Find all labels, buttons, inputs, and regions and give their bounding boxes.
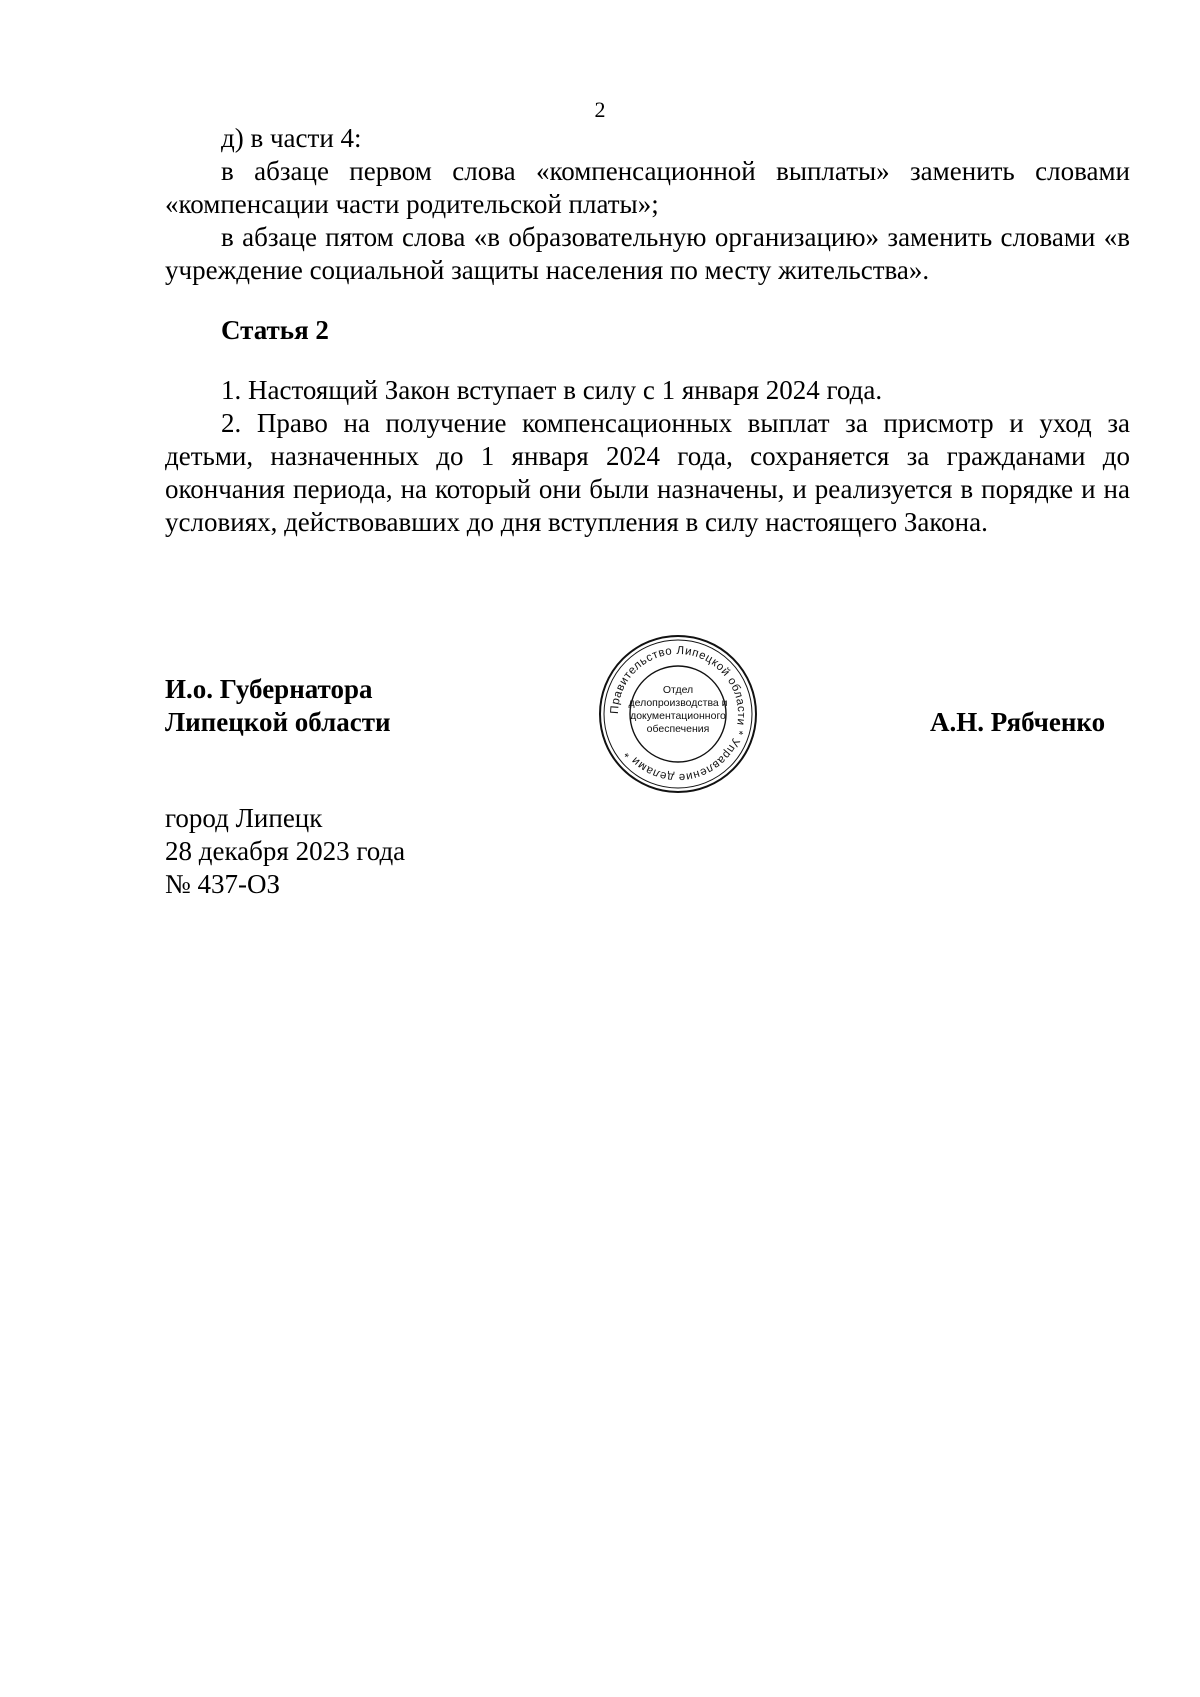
seal-center-line-1: Отдел bbox=[662, 684, 694, 696]
seal-center-line-4: обеспечения bbox=[646, 723, 710, 735]
amendment-item-d: д) в части 4: bbox=[221, 123, 362, 153]
seal-center-line-3: документационного bbox=[630, 710, 726, 722]
signatory-name: А.Н. Рябченко bbox=[930, 707, 1106, 737]
signatory-position bbox=[165, 673, 391, 739]
official-seal bbox=[597, 633, 759, 795]
article-2-title: Статья 2 bbox=[221, 315, 329, 345]
footer-date: 28 декабря 2023 года bbox=[165, 836, 406, 866]
signatory-position-line-2: Липецкой области bbox=[165, 707, 391, 737]
footer-number: № 437-ОЗ bbox=[165, 869, 281, 899]
seal-ring-text: Правительство Липецкой области * Управление делами * bbox=[608, 644, 748, 784]
footer-city: город Липецк bbox=[165, 803, 323, 833]
seal-center-line-2: делопроизводства и bbox=[628, 697, 728, 709]
document-footer bbox=[165, 802, 405, 901]
amendment-paragraph-1: в абзаце первом слова «компенсационной выплаты» заменить словами «компенсации части родительской платы»; bbox=[165, 156, 1130, 219]
page-number: 2 bbox=[594, 97, 606, 122]
signatory-position-line-1: И.о. Губернатора bbox=[165, 674, 373, 704]
amendment-paragraph-2: в абзаце пятом слова «в образовательную организацию» заменить словами «в учреждение социальной защиты населения по месту жительства». bbox=[165, 222, 1130, 285]
document-body bbox=[165, 122, 1130, 539]
article-2-point-1: 1. Настоящий Закон вступает в силу с 1 января 2024 года. bbox=[221, 375, 883, 405]
article-2-point-2: 2. Право на получение компенсационных выплат за присмотр и уход за детьми, назначенных до 1 января 2024 года, сохраняется за гражданами до окончания периода, на который они были назначены, и реализуется в порядке и на условиях, действовавших до дня вступления в силу настоящего Закона. bbox=[165, 408, 1130, 537]
